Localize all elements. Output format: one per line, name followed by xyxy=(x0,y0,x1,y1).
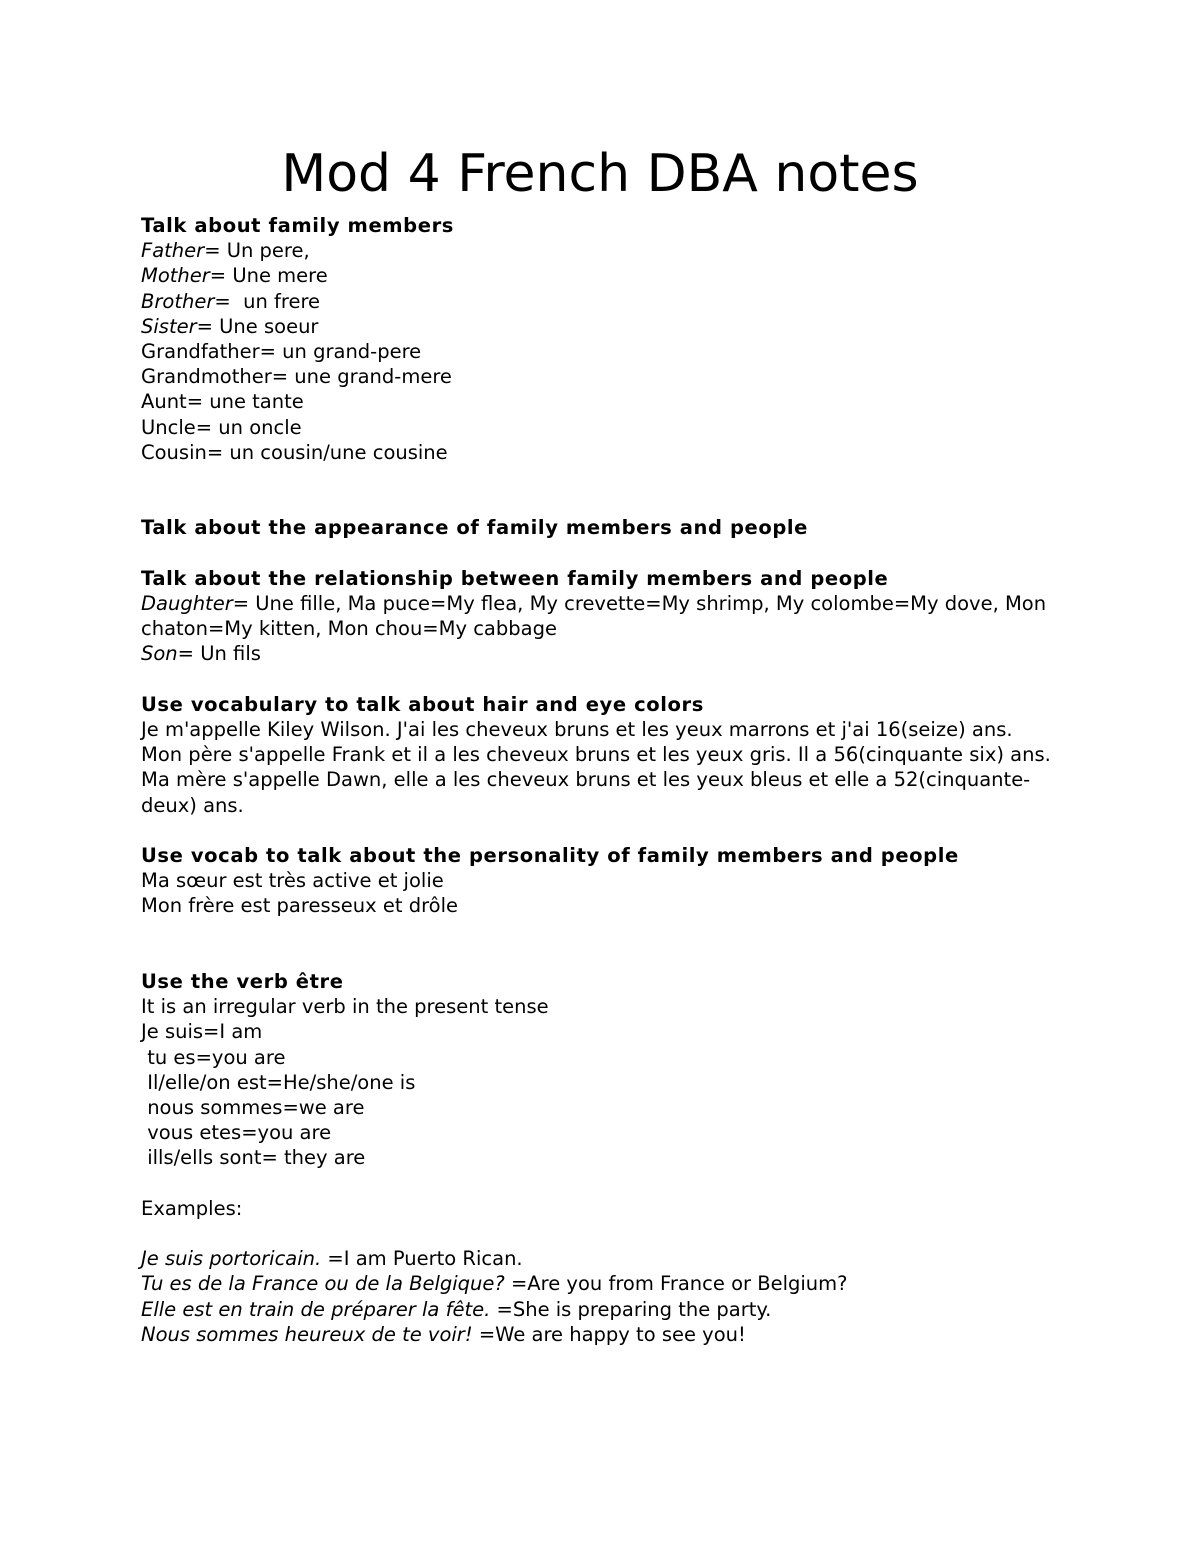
paragraph: Ma mère s'appelle Dawn, elle a les cheveux bruns et les yeux bleus et elle a 52(cinquante-deux) ans. xyxy=(141,768,1031,817)
vocab-line-uncle: Uncle= un oncle xyxy=(141,415,302,439)
page-title: Mod 4 French DBA notes xyxy=(281,144,919,204)
section-heading-appearance: Talk about the appearance of family members and people xyxy=(141,516,808,540)
vocab-line-aunt: Aunt= une tante xyxy=(141,390,304,414)
section-heading-relationship: Talk about the relationship between family members and people xyxy=(141,566,889,590)
french-term: = Une soeur xyxy=(196,314,319,338)
conjugation-line: ills/ells sont= they are xyxy=(141,1146,366,1170)
french-term: = Une fille, Ma puce=My flea, My crevette=My shrimp, My colombe=My dove, Mon chaton=My kitten, Mon chou=My cabbage xyxy=(141,592,1047,641)
paragraph: Mon père s'appelle Frank et il a les cheveux bruns et les yeux gris. Il a 56(cinquante six) ans. xyxy=(141,743,1051,767)
conjugation-line: vous etes=you are xyxy=(141,1121,332,1145)
conjugation-line: nous sommes=we are xyxy=(141,1096,365,1119)
document-body xyxy=(141,213,1081,1347)
french-sentence: Elle est en train de préparer la fête. xyxy=(141,1297,491,1321)
english-term: Mother xyxy=(141,264,210,288)
example-line xyxy=(141,1322,1081,1347)
vocab-line-father xyxy=(141,238,1081,263)
paragraph: Je m'appelle Kiley Wilson. J'ai les cheveux bruns et les yeux marrons et j'ai 16(seize) ans. xyxy=(141,718,1013,741)
english-translation: =I am Puerto Rican. xyxy=(321,1247,523,1271)
english-term: Brother xyxy=(141,289,215,313)
example-line xyxy=(141,1246,1081,1271)
vocab-line-cousin: Cousin= un cousin/une cousine xyxy=(141,440,448,464)
english-term: Daughter xyxy=(141,592,233,615)
conjugation-line: Il/elle/on est=He/she/one is xyxy=(141,1070,416,1094)
spacer xyxy=(141,490,1081,515)
spacer xyxy=(141,944,1081,969)
vocab-line-daughter xyxy=(141,591,1081,641)
english-term: Father xyxy=(141,239,205,263)
spacer xyxy=(141,818,1081,843)
french-sentence: Je suis portoricain. xyxy=(141,1247,322,1271)
sentence: Mon frère est paresseux et drôle xyxy=(141,894,459,918)
conjugation-line: tu es=you are xyxy=(141,1045,286,1069)
section-heading-family: Talk about family members xyxy=(141,214,454,237)
french-term: = Un pere, xyxy=(204,239,310,263)
english-translation: =She is preparing the party. xyxy=(490,1297,772,1321)
spacer xyxy=(141,465,1081,490)
vocab-line-sister xyxy=(141,314,1081,339)
vocab-line-brother xyxy=(141,289,1081,314)
spacer xyxy=(141,1221,1081,1246)
english-translation: =We are happy to see you! xyxy=(472,1322,746,1346)
french-sentence: Nous sommes heureux de te voir! xyxy=(141,1322,473,1346)
spacer xyxy=(141,667,1081,692)
english-translation: =Are you from France or Belgium? xyxy=(504,1272,848,1296)
example-line xyxy=(141,1297,1081,1322)
vocab-line-son xyxy=(141,641,1081,666)
spacer xyxy=(141,541,1081,566)
spacer xyxy=(141,1171,1081,1196)
sentence: Ma sœur est très active et jolie xyxy=(141,869,444,893)
english-term: Sister xyxy=(141,314,197,338)
spacer xyxy=(141,919,1081,944)
vocab-line-mother xyxy=(141,263,1081,288)
sentence: It is an irregular verb in the present tense xyxy=(141,995,549,1019)
conjugation-line: Je suis=I am xyxy=(141,1020,263,1044)
examples-label: Examples: xyxy=(141,1196,243,1220)
vocab-line-grandmother: Grandmother= une grand-mere xyxy=(141,365,452,389)
example-line xyxy=(141,1271,1081,1296)
french-term: = un frere xyxy=(214,289,321,313)
french-sentence: Tu es de la France ou de la Belgique? xyxy=(141,1272,505,1296)
french-term: = Un fils xyxy=(177,642,261,666)
section-heading-hair-eyes: Use vocabulary to talk about hair and eye colors xyxy=(141,692,704,716)
english-term: Son xyxy=(141,642,178,666)
section-heading-etre: Use the verb être xyxy=(141,969,344,993)
french-term: = Une mere xyxy=(209,264,328,288)
section-heading-personality: Use vocab to talk about the personality of family members and people xyxy=(141,844,959,867)
vocab-line-grandfather: Grandfather= un grand-pere xyxy=(141,340,422,364)
